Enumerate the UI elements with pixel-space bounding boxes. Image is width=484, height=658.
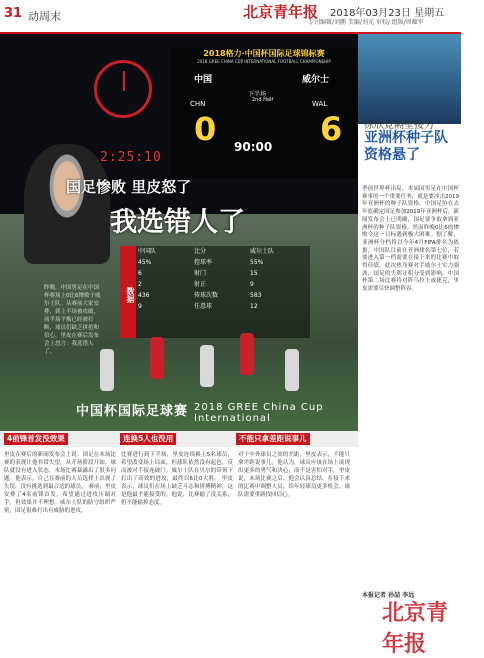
team-away-code: WAL [312, 100, 328, 108]
side-headline: 亚洲杯种子队资格悬了 [364, 130, 448, 163]
clock-time-display: 2:25:10 [100, 150, 162, 165]
stats-cell: 比分 [194, 248, 207, 255]
ad-banner-cn: 中国杯国际足球赛 [76, 404, 189, 419]
headline-main: 我选错人了 [110, 207, 245, 238]
player-figure [150, 337, 164, 379]
player-figure [200, 345, 214, 387]
stats-cell: 6 [138, 270, 142, 277]
side-byline: 本报记者 孙喆 李远 [362, 592, 415, 599]
stats-cell: 威尔士队 [250, 248, 275, 255]
stats-cell: 传球次数 [194, 292, 219, 299]
stats-label: 数据 [120, 246, 136, 338]
side-kicker: 徐欣竞隔壁接力 [364, 120, 434, 131]
masthead-logo: 北京青年报 [243, 3, 319, 21]
stadium-clock-icon [94, 60, 152, 118]
stats-cell: 45% [138, 259, 152, 266]
page-section: 动周末 [28, 10, 61, 23]
editor-credits: 专刊编辑/刘鹏 美编/刘光 审校/ 组版/周耀军 [308, 19, 424, 26]
page-header [0, 0, 461, 34]
subhead-3: 不能只拿差距说事儿 [236, 433, 310, 445]
page-number: 31 [4, 6, 23, 21]
stats-cell: 中国队 [138, 248, 157, 255]
player-figure [100, 349, 114, 391]
subhead-2: 连换5人也没用 [120, 433, 176, 445]
half-indicator: 下半场 [248, 91, 267, 98]
article-column-3: 对于中外球员之间的差距，里皮表示，不能只拿差距说事儿。他认为，球员应该在场上展现出更多的勇气和决心，而不是害怕对手。里皮说，本场比赛之后，他会认真总结，在接下来的比赛中调整人员，给年轻球员更多机会，球队需要重新找回信心。 [238, 452, 350, 498]
stats-cell: 射门 [194, 270, 207, 277]
stats-cell: 436 [138, 292, 150, 299]
player-figure [285, 349, 299, 391]
stats-cell: 583 [250, 292, 262, 299]
hero-intro-text: 昨晚，中国男足在中国杯赛场上0比6惨败于威尔士队。从赛前大家安排，到上半场被攻破，前半场平衡已经被打断，球员们缺乏拼抢和信心，里皮在赛后发布会上怒言：我选错人了。 [44, 285, 101, 355]
footer-watermark-logo: 北京青年报 [382, 600, 449, 657]
stats-cell: 15 [250, 270, 258, 277]
match-time: 90:00 [234, 140, 273, 154]
stats-cell: 射正 [194, 281, 207, 288]
team-home: 中国 [194, 75, 213, 85]
article-column-2: 比赛进行到下半场，里皮连续换上5名球员，希望改变场上局面，但球队依然没有起色，反而被对手接连破门。威尔士队在贝尔的带领下打出了高效的进攻，最终以6比0大胜。 里皮表示，球员们在场上缺乏斗志和拼搏精神，这是他最不能接受的。他说，比赛输了没关系，但不能输掉态度。 [121, 452, 233, 506]
ad-banner-en: 2018 GREE China Cup International [194, 402, 324, 424]
side-photo-caption: 里皮 [474, 126, 484, 152]
subheads-bar [0, 431, 358, 447]
article-column-1: 里皮在赛后的新闻发布会上说：国足在本场比赛的表现让他非常失望，从开场阶段开始，球队就没有进入状态，本场比赛暴露出了很多问题。他表示，自己在赛前的人员选择上出现了失误，没有挑选到最合适的球员。 赛前，里皮安排了4名前锋首发，希望通过进攻压制对手，但效果并不理想。威尔士队的防守组织严密，国足很难打出有威胁的进攻。 [4, 452, 116, 514]
coach-portrait [24, 144, 110, 264]
scoreboard-subtitle: 2018 GREE CHINA CUP INTERNATIONAL FOOTBALL CHAMPIONSHIP [197, 59, 331, 64]
player-figure [240, 333, 254, 375]
issue-date: 2018年03月23日 星期五 [330, 8, 445, 19]
team-away: 威尔士 [302, 75, 330, 85]
side-article-body: 季前世界杯出局，本届国男足在中国杯赛事的一个重要任务，就是要冲击2019年亚洲杯的种子队资格。中国足协在去年底确定国足参加2019年亚洲杯后，新闻发布会上已明确，国足要争取拿到亚洲杯的种子队资格。然而昨晚0比6的惨败令这一目标遇到极大困难。据了解，亚洲杯分档将以今年4月FIFA排名为依据，中国队目前在亚洲排名第七位，若要进入第一档需要在接下来的比赛中取得佳绩。此次热身赛对手威尔士实力强劲，国足的失利让积分受到影响，中国杯第二场比赛将对阵乌拉圭或捷克，里皮需要尽快调整阵容。 [362, 186, 459, 293]
team-home-code: CHN [190, 100, 206, 108]
scoreboard-title: 2018格力·中国杯国际足球锦标赛 [203, 49, 325, 58]
subhead-1: 4前锋首发没效果 [4, 433, 68, 445]
stats-cell: 55% [250, 259, 264, 266]
headline-kicker: 国足惨败 里皮怒了 [66, 178, 192, 196]
stats-cell: 9 [138, 303, 142, 310]
score-home: 0 [194, 110, 217, 148]
stats-cell: 12 [250, 303, 258, 310]
stats-cell: 控球率 [194, 259, 213, 266]
half-indicator-en: 2nd Half [252, 97, 274, 103]
stats-cell: 任意球 [194, 303, 213, 310]
hero-photo [0, 34, 358, 431]
score-away: 6 [320, 110, 343, 148]
scoreboard [170, 48, 358, 178]
stats-table [138, 246, 308, 312]
stats-cell: 2 [138, 281, 142, 288]
stats-cell: 9 [250, 281, 254, 288]
